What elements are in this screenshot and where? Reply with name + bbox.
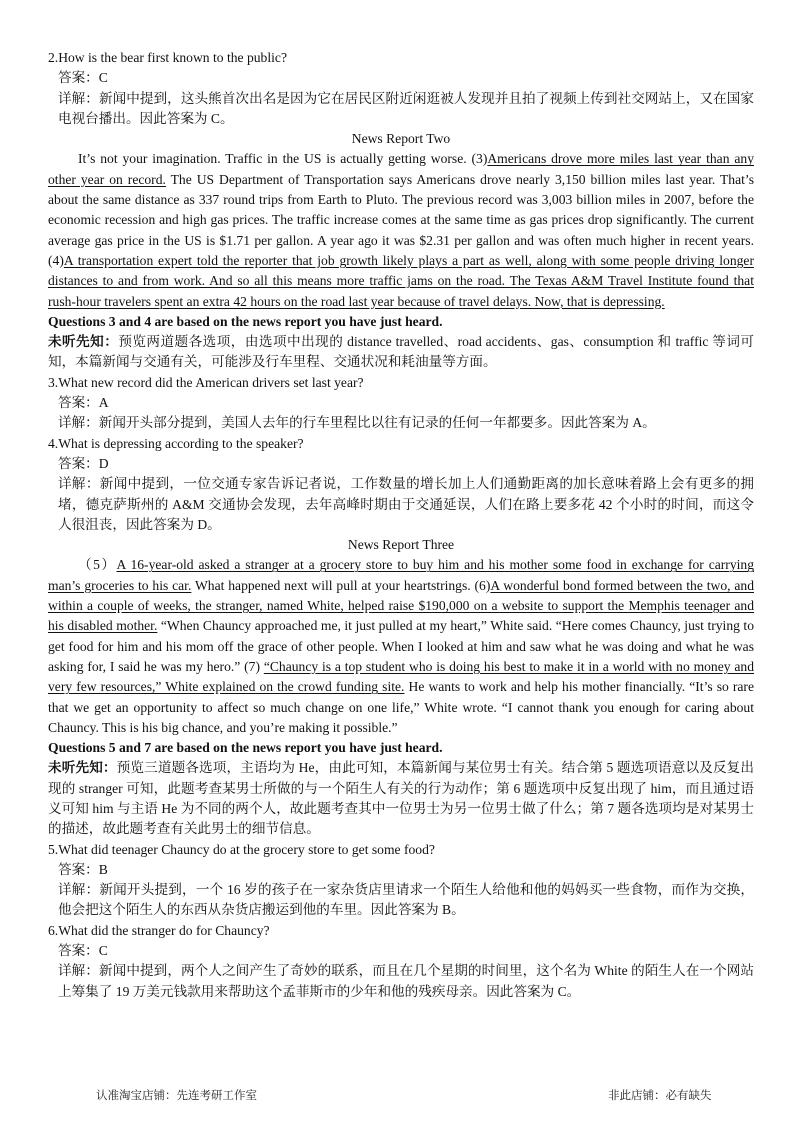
detail-3: 详解：新闻开头部分提到，美国人去年的行车里程比以往有记录的任何一年都要多。因此答案为 A。 — [58, 415, 656, 431]
preview-5-7 — [48, 758, 754, 839]
footer-shop-notice: 认准淘宝店铺：先连考研工作室 — [96, 1088, 257, 1102]
preview-3-4 — [48, 332, 754, 373]
questions-5-7-intro: Questions 5 and 7 are based on the news report you have just heard. — [48, 740, 443, 756]
question-3: 3.What new record did the American drivers set last year? — [48, 374, 364, 390]
footer-warning: 非此店铺：必有缺失 — [608, 1088, 712, 1102]
preview-text: 预览三道题各选项，主语均为 He，由此可知，本篇新闻与某位男士有关。结合第 5 题选项语意以及反复出现的 stranger 可知，此题考查某男士所做的与一个陌生人有关的行为动作；第 6 题选项中反复出现了 him，而且通过语义可知 him 与主语 He 为不同的两个人，故此题考查其中一位男士为另一位男士做了什么；第 7 题各选项均是对某男士的描述，故此题考查有关此男士的细节信息。 — [48, 760, 755, 837]
answer-5: 答案：B — [58, 861, 108, 877]
report-two-transcript — [48, 149, 754, 311]
report-three-transcript — [48, 555, 754, 738]
answer-6: 答案：C — [58, 943, 108, 959]
answer-2: 答案：C — [58, 70, 108, 86]
answer-3: 答案：A — [58, 395, 109, 411]
detail-4: 详解：新闻中提到，一位交通专家告诉记者说，工作数量的增长加上人们通勤距离的加长意味着路上会有更多的拥堵，德克萨斯州的 A&M 交通协会发现，去年高峰时期由于交通延误，人们在路上要多花 42 个小时的时间，而这令人很沮丧，因此答案为 D。 — [58, 476, 754, 532]
underlined-answer-6: A wonderful bond formed between the two, and within a couple of weeks, the stranger, named White, helped raise $190,000 on a website to support the Memphis teenager and his disabled mother. — [48, 577, 754, 634]
detail-5: 详解：新闻开头提到，一个 16 岁的孩子在一家杂货店里请求一个陌生人给他和他的妈妈买一些食物，而作为交换，他会把这个陌生人的东西从杂货店搬运到他的车里。因此答案为 B。 — [58, 882, 754, 918]
preview-label: 未听先知： — [48, 760, 117, 776]
transcript-text: It’s not your imagination. Traffic in the US is actually getting worse. (3) — [78, 151, 488, 167]
transcript-text: What happened next will pull at your heartstrings. (6) — [191, 577, 491, 593]
transcript-text: “When Chauncy approached me, it just pulled at my heart,” White said. “Here comes Chauncy, just trying to get food for him and his mom off the grace of other people. When I looked at him and saw what he was doing and what he was asking for, I said he was my hero.” (7) — [48, 618, 755, 674]
underlined-answer-7: “Chauncy is a top student who is doing his best to make it in a world with no money and very few resources,” White explained on the crowd funding site. — [48, 658, 755, 695]
document-page — [48, 48, 754, 1002]
detail-6: 详解：新闻中提到，两个人之间产生了奇妙的联系，而且在几个星期的时间里，这个名为 White 的陌生人在一个网站上筹集了 19 万美元钱款用来帮助这个孟菲斯市的少年和他的残疾母亲。因此答案为 C。 — [58, 963, 754, 999]
underlined-answer-5: A 16-year-old asked a stranger at a grocery store to buy him and his mother some food in exchange for carrying man’s groceries to his car. — [48, 557, 754, 593]
question-5: 5.What did teenager Chauncy do at the grocery store to get some food? — [48, 841, 435, 857]
underlined-answer-3: Americans drove more miles last year than any other year on record. — [48, 151, 754, 187]
transcript-text: The US Department of Transportation says Americans drove nearly 3,150 billion miles last year. That’s about the same distance as 337 round trips from Earth to Pluto. The previous record was 3,003 billion miles in 2007, before the economic recession and high gas prices. The traffic increase comes at the same time as gas prices drop significantly. The current average gas price in the US is $1.71 per gallon. A year ago it was $2.31 per gallon and was often much higher in recent years. (4) — [48, 171, 754, 268]
detail-2: 详解：新闻中提到，这头熊首次出名是因为它在居民区附近闲逛被人发现并且拍了视频上传到社交网站上，又在国家电视台播出。因此答案为 C。 — [58, 90, 754, 126]
transcript-text: He wants to work and help his mother financially. “It’s so rare that we get an opportunity to affect so much change on one life,” White wrote. “I cannot thank you enough for caring about Chauncy. This is his big chance, and you’re making it possible.” — [48, 679, 754, 735]
underlined-answer-4: A transportation expert told the reporter that job growth likely plays a part as well, along with some people driving longer distances to and from work. And so all this means more traffic jams on the road. The Texas A&M Travel Institute found that rush-hour travelers spent an extra 42 hours on the road last year because of travel delays. Now, that is depressing. — [48, 252, 754, 309]
preview-text: 预览两道题各选项，由选项中出现的 distance travelled、road accidents、gas、consumption 和 traffic 等词可知，本篇新闻与交通有关，可能涉及行车里程、交通状况和耗油量等方面。 — [48, 334, 754, 370]
question-6: 6.What did the stranger do for Chauncy? — [48, 922, 270, 938]
question-2: 2.How is the bear first known to the public? — [48, 50, 287, 65]
preview-label: 未听先知： — [48, 334, 119, 350]
question-4: 4.What is depressing according to the speaker? — [48, 435, 304, 451]
report-three-heading: News Report Three — [347, 537, 455, 553]
questions-3-4-intro: Questions 3 and 4 are based on the news report you have just heard. — [48, 313, 443, 329]
answer-4: 答案：D — [58, 455, 109, 471]
report-two-heading: News Report Two — [351, 131, 451, 147]
transcript-text: （5） — [78, 557, 117, 573]
